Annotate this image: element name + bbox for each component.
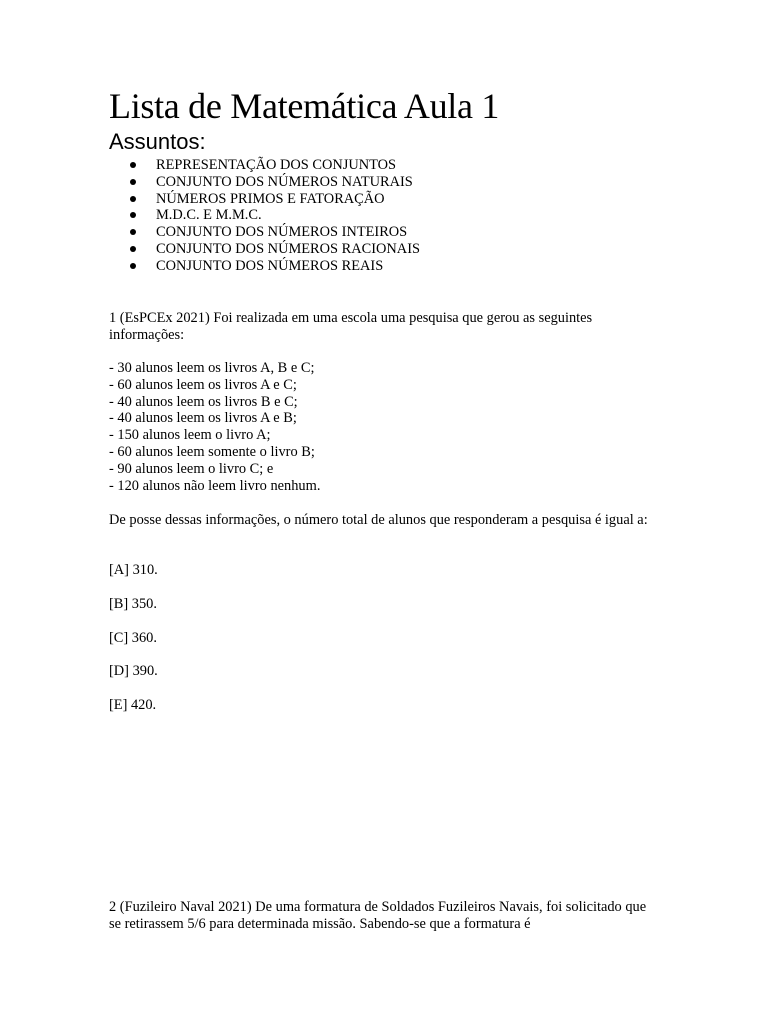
subject-item	[110, 191, 420, 208]
subject-item	[110, 157, 420, 174]
bullet-icon	[130, 263, 136, 269]
fact-line: - 40 alunos leem os livros A e B;	[109, 410, 297, 427]
option-d: [D] 390.	[109, 663, 158, 679]
subject-item-label: CONJUNTO DOS NÚMEROS REAIS	[156, 257, 384, 274]
question-2-intro	[109, 899, 654, 933]
fact-line: - 90 alunos leem o livro C; e	[109, 460, 274, 477]
subject-item	[110, 258, 420, 275]
bullet-icon	[130, 212, 136, 218]
question-2-statement: 2 (Fuzileiro Naval 2021) De uma formatura de Soldados Fuzileiros Navais, foi solicitado que se retirassem 5/6 para determinada missão. Sabendo-se que a formatura é	[109, 899, 647, 932]
fact-line: - 30 alunos leem os livros A, B e C;	[109, 360, 315, 376]
question-1-prompt	[109, 512, 654, 529]
fact-line: - 120 alunos não leem livro nenhum.	[109, 477, 321, 494]
subjects-list	[110, 157, 420, 275]
question-1-intro	[109, 310, 654, 344]
fact-line: - 60 alunos leem somente o livro B;	[109, 443, 315, 460]
subject-item-label: CONJUNTO DOS NÚMEROS NATURAIS	[156, 173, 413, 190]
subject-item	[110, 241, 420, 258]
subject-item-label: CONJUNTO DOS NÚMEROS INTEIROS	[156, 224, 408, 241]
subjects-heading: Assuntos:	[109, 129, 206, 154]
subject-item-label: NÚMEROS PRIMOS E FATORAÇÃO	[156, 190, 385, 207]
subject-item	[110, 174, 420, 191]
question-1-prompt-text: De posse dessas informações, o número total de alunos que responderam a pesquisa é igual a:	[109, 512, 648, 528]
option-b: [B] 350.	[109, 596, 157, 612]
subject-item-label: REPRESENTAÇÃO DOS CONJUNTOS	[156, 157, 397, 173]
option-a: [A] 310.	[109, 562, 158, 578]
subject-item-label: M.D.C. E M.M.C.	[156, 207, 262, 224]
fact-line: - 40 alunos leem os livros B e C;	[109, 393, 298, 410]
option-c: [C] 360.	[109, 630, 157, 646]
subject-item	[110, 224, 420, 241]
document-title: Lista de Matemática Aula 1	[109, 86, 500, 126]
bullet-icon	[130, 246, 136, 252]
bullet-icon	[130, 196, 136, 202]
bullet-icon	[130, 229, 136, 235]
subject-item-label: CONJUNTO DOS NÚMEROS RACIONAIS	[156, 240, 420, 257]
fact-line: - 60 alunos leem os livros A e C;	[109, 376, 297, 393]
question-1-facts	[109, 360, 654, 494]
option-e: [E] 420.	[109, 697, 157, 713]
subject-item	[110, 207, 420, 224]
fact-line: - 150 alunos leem o livro A;	[109, 427, 271, 444]
bullet-icon	[130, 162, 136, 168]
question-1-statement: 1 (EsPCEx 2021) Foi realizada em uma escola uma pesquisa que gerou as seguintes informações:	[109, 310, 593, 343]
bullet-icon	[130, 179, 136, 185]
